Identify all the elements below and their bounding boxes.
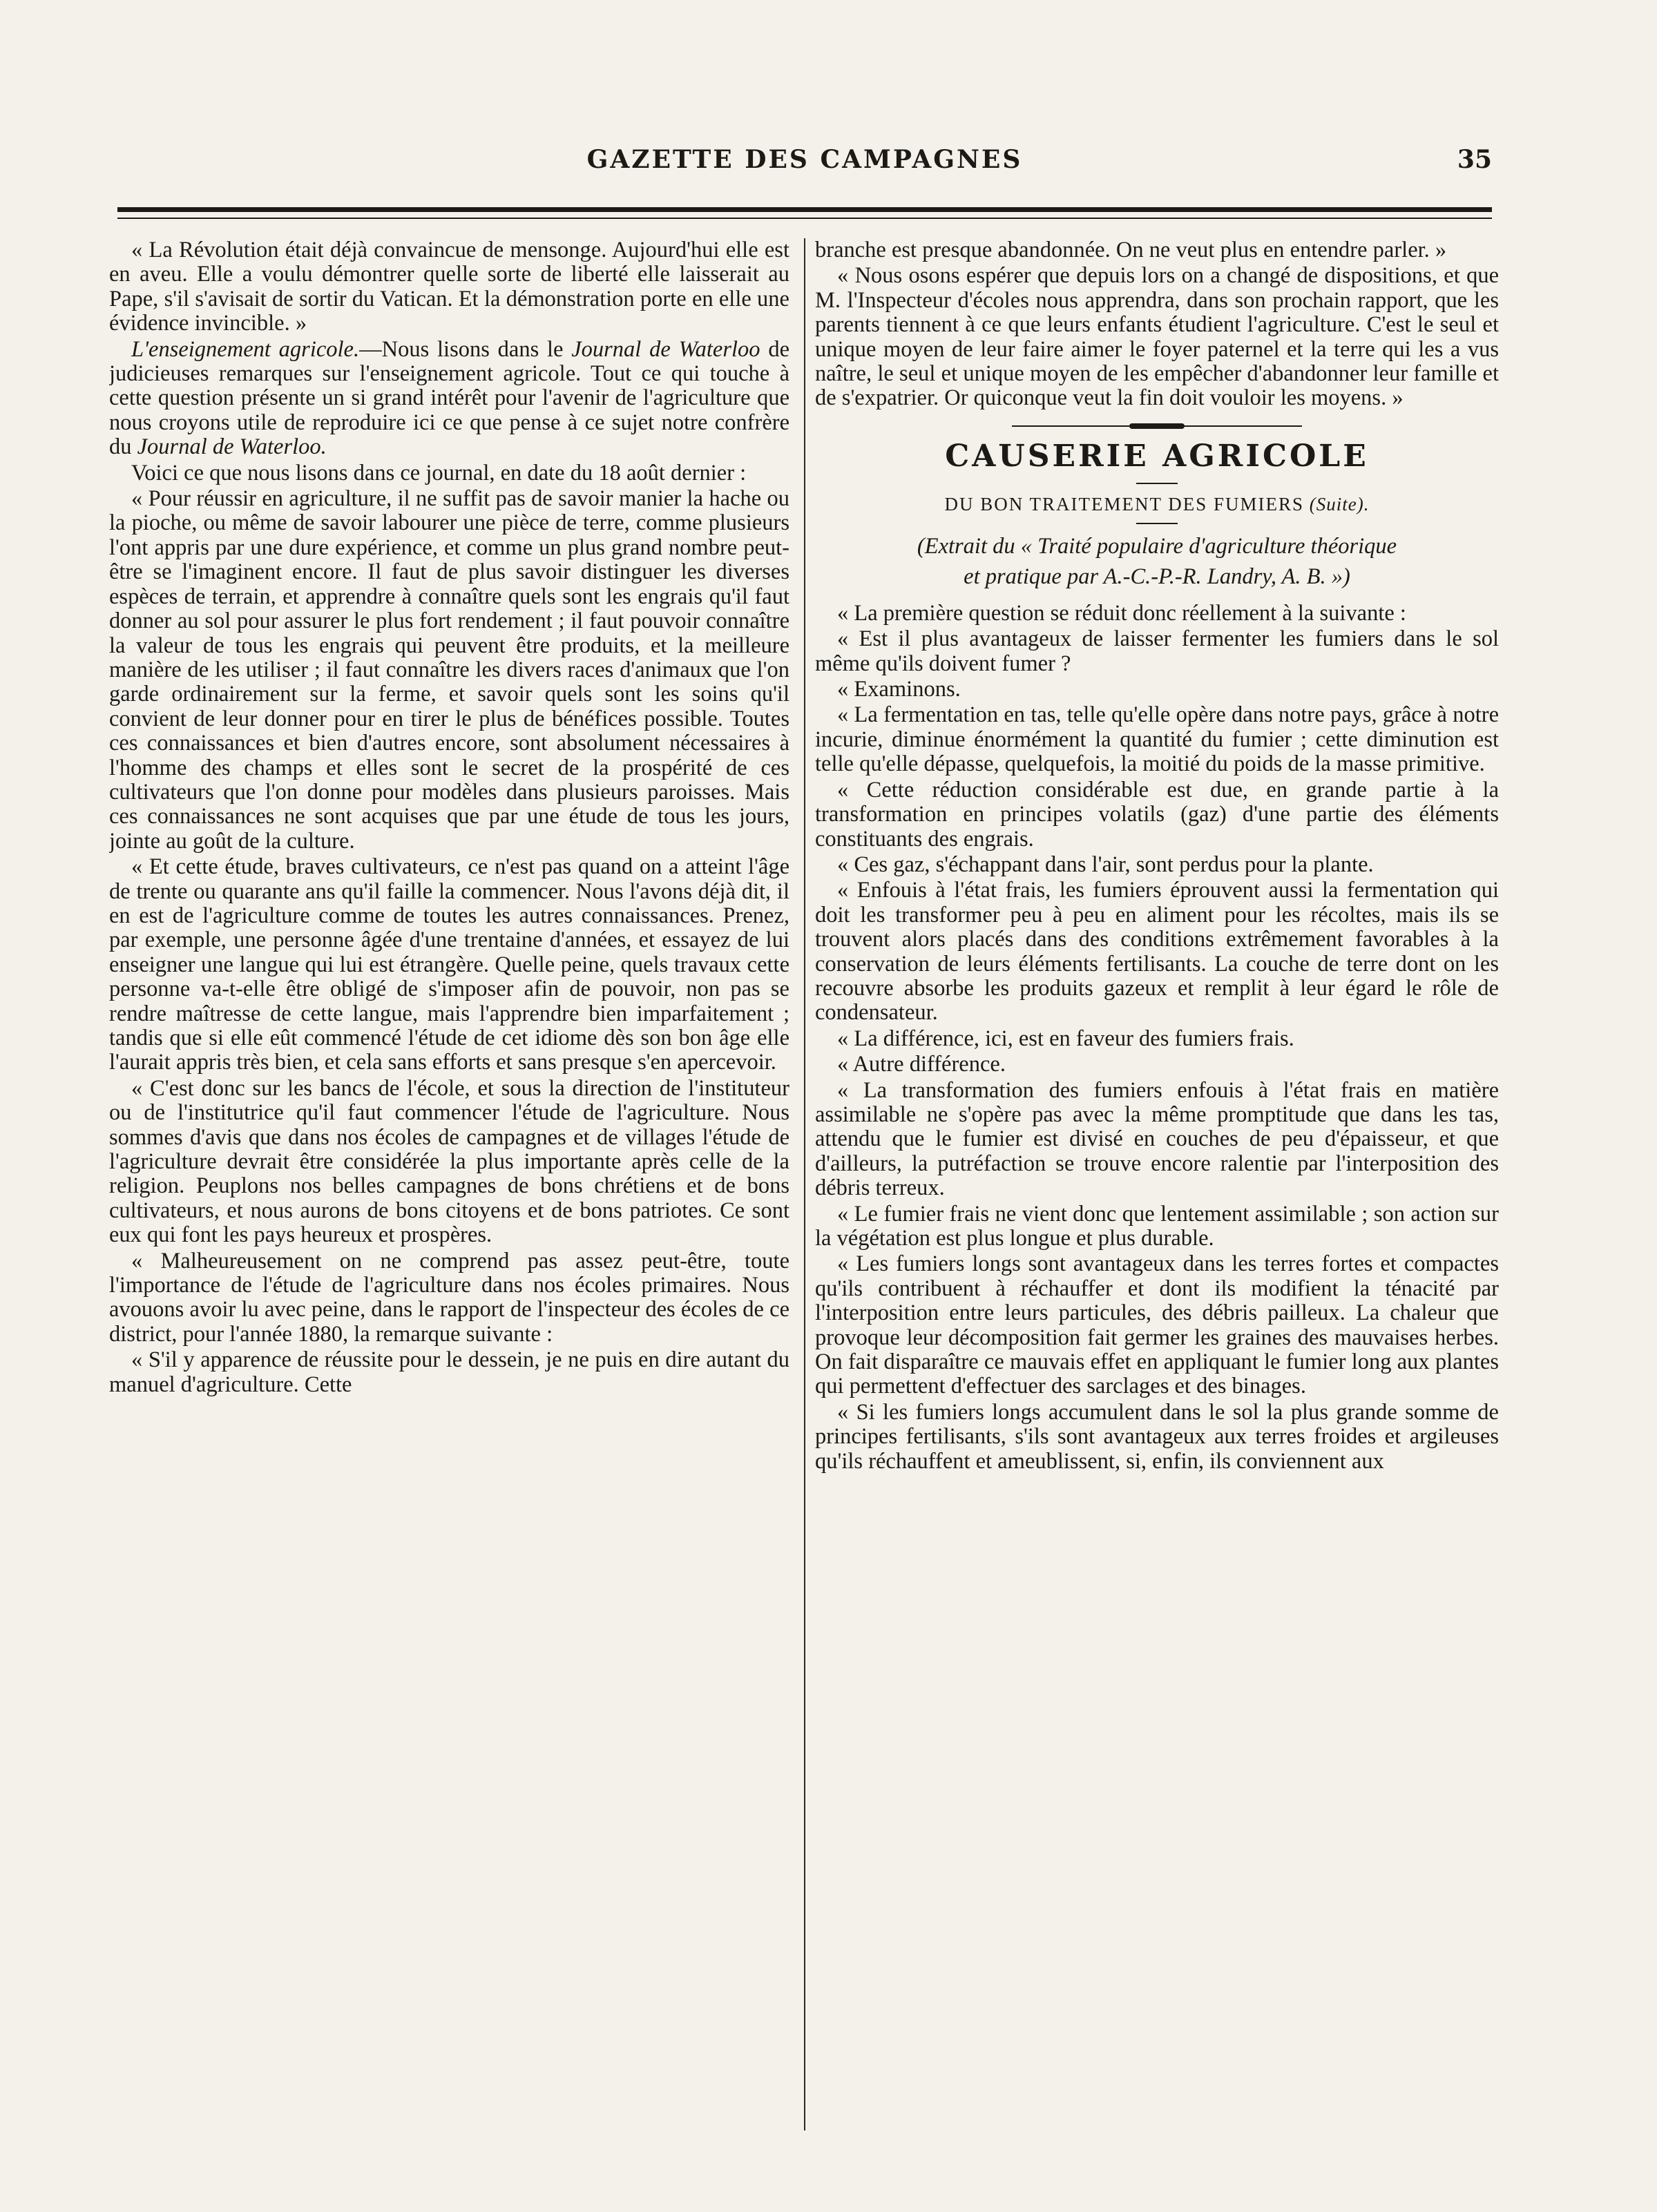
paragraph: « Est il plus avantageux de laisser fermenter les fumiers dans le sol même qu'ils doivent fumer ?	[815, 626, 1499, 676]
subtitle-suite: (Suite).	[1309, 493, 1370, 514]
section-title: CAUSERIE AGRICOLE	[945, 438, 1369, 474]
paragraph: « Nous osons espérer que depuis lors on a changé de dispositions, et que M. l'Inspecteur d'écoles nous apprendra, dans son prochain rapport, que les parents tiennent à ce que leurs enfants étudient l'agriculture. C'est le seul et unique moyen de leur faire aimer le foyer paternel et la terre qui les a vus naître, le seul et unique moyen de les empêcher d'abandonner leur famille et de s'expatrier. Or quiconque veut la fin doit vouloir les moyens. »	[815, 263, 1499, 411]
section-subtitle	[815, 491, 1499, 517]
paragraph: « Le fumier frais ne vient donc que lentement assimilable ; son action sur la végétation est plus longue et plus durable.	[815, 1201, 1499, 1251]
paragraph: « Autre différence.	[837, 1052, 1006, 1077]
paragraph: branche est presque abandonnée. On ne veut plus en entendre parler. »	[815, 238, 1447, 262]
journal-name: Journal de Waterloo	[571, 336, 760, 362]
subtitle-text: DU BON TRAITEMENT DES FUMIERS	[944, 493, 1305, 514]
journal-name: Journal de Waterloo.	[137, 434, 327, 460]
paragraph: « La fermentation en tas, telle qu'elle opère dans notre pays, grâce à notre incurie, diminue énormément la quantité du fumier ; cette diminution est telle qu'elle dépasse, quelquefois, la moitié du poids de la masse primitive.	[815, 702, 1499, 777]
paragraph: « Enfouis à l'état frais, les fumiers éprouvent aussi la fermentation qui doit les transformer peu à peu en aliment pour les récoltes, mais ils se trouvent alors placés dans des conditions extrêmement favorables à la conservation de leurs éléments fertilisants. La couche de terre dont on les recouvre absorbe les produits gazeux et remplit à leur égard le rôle de condensateur.	[815, 878, 1499, 1026]
text-run: de judicieuses remarques sur l'enseignement agricole. Tout ce qui touche à cette question présente un si grand intérêt pour l'avenir de l'agriculture que nous croyons utile de reproduire ici ce que pense à ce sujet notre confrère du	[109, 336, 789, 460]
extract-attribution	[815, 531, 1499, 592]
paragraph: « Si les fumiers longs accumulent dans le sol la plus grande somme de principes fertilisants, s'ils sont avantageux aux terres froides et argileuses qu'ils réchauffent et ameublissent, si, enfin, ils conviennent aux	[815, 1399, 1499, 1474]
header-rule-thick	[117, 207, 1492, 212]
paragraph-enseignement	[109, 338, 789, 460]
paragraph: « La Révolution était déjà convaincue de mensonge. Aujourd'hui elle est en aveu. Elle a voulu démontrer quelle sorte de liberté elle laisserait au Pape, s'il s'avisait de sortir du Vatican. Et la démonstration porte en elle une évidence invincible. »	[109, 238, 789, 336]
page-header	[117, 145, 1492, 186]
paragraph: « Pour réussir en agriculture, il ne suffit pas de savoir manier la hache ou la pioche, ou même de savoir labourer une pièce de terre, comme plusieurs l'ont appris par une dure expérience, et comme un plus grand nombre peut-être se l'imaginent encore. Il faut de plus savoir distinguer les diverses espèces de terrain, et apprendre à connaître quels sont les engrais qu'il faut donner au sol pour assurer le plus fort rendement ; il faut pouvoir connaître la valeur de tous les engrais qui peuvent être produits, et la meilleure manière de les utiliser ; il faut connaître les divers races d'animaux que l'on garde ordinairement sur la ferme, et savoir quels sont les soins qu'il convient de leur donner pour en tirer le plus de bénéfices possible. Toutes ces connaissances et bien d'autres encore, sont absolument nécessaires à l'homme des champs et elles sont le secret de la prospérité de ces cultivateurs que l'on donne pour modèles dans plusieurs paroisses. Mais ces connaissances ne sont acquises que par une étude de tous les jours, jointe au goût de la culture.	[109, 486, 789, 854]
left-column	[109, 238, 789, 2158]
paragraph: Voici ce que nous lisons dans ce journal, en date du 18 août dernier :	[131, 460, 747, 485]
page-number: 35	[1457, 145, 1492, 174]
short-rule	[1136, 523, 1178, 524]
paragraph: « Malheureusement on ne comprend pas assez peut-être, toute l'importance de l'étude de l'agriculture dans nos écoles primaires. Nous avouons avoir lu avec peine, dans le rapport de l'inspecteur des écoles de ce district, pour l'année 1880, la remarque suivante :	[109, 1248, 789, 1347]
text-run: —Nous lisons dans le	[359, 336, 572, 362]
extract-line: et pratique par A.-C.-P.-R. Landry, A. B. »)	[964, 564, 1350, 589]
right-column	[815, 238, 1499, 2158]
paragraph: « La différence, ici, est en faveur des fumiers frais.	[837, 1026, 1294, 1051]
running-title: GAZETTE DES CAMPAGNES	[586, 145, 1023, 174]
short-rule	[1136, 483, 1178, 484]
section-ornament	[1012, 423, 1302, 429]
extract-line: (Extrait du « Traité populaire d'agriculture théorique	[917, 533, 1397, 559]
paragraph: « C'est donc sur les bancs de l'école, et sous la direction de l'instituteur ou de l'institutrice qu'il faut commencer l'étude de l'agriculture. Nous sommes d'avis que dans nos écoles de campagnes et de villages l'étude de l'agriculture devrait être considérée la plus importante après celle de la religion. Peuplons nos belles campagnes de bons chrétiens et de bons cultivateurs, et nous aurons de bons citoyens et de bons patriotes. Ce sont eux qui font les pays heureux et prospères.	[109, 1075, 789, 1248]
paragraph: « Et cette étude, braves cultivateurs, ce n'est pas quand on a atteint l'âge de trente ou quarante ans qu'il faille la commencer. Nous l'avons déjà dit, il en est de l'agriculture comme de toutes les autres connaissances. Prenez, par exemple, une personne âgée d'une trentaine d'années, et essayez de lui enseigner une langue qui lui est étrangère. Quelle peine, quels travaux cette personne va-t-elle être obligé de s'imposer afin de pouvoir, non pas se rendre maîtresse de cette langue, mais l'apprendre bien imparfaitement ; tandis que si elle eût commencé l'étude de cet idiome dès son bon âge elle l'aurait appris très bien, et cela sans efforts et sans presque s'en apercevoir.	[109, 854, 789, 1075]
paragraph: « La transformation des fumiers enfouis à l'état frais en matière assimilable ne s'opère pas avec la même promptitude que dans les tas, attendu que le fumier est divisé en couches de peu d'épaisseur, et que d'ailleurs, la putréfaction se trouve encore ralentie par l'interposition des débris terreux.	[815, 1077, 1499, 1201]
paragraph: « S'il y apparence de réussite pour le dessein, je ne puis en dire autant du manuel d'agriculture. Cette	[109, 1347, 789, 1397]
section-lead-title: L'enseignement agricole.	[131, 336, 360, 362]
paragraph: « La première question se réduit donc réellement à la suivante :	[837, 600, 1406, 626]
paragraph: « Examinons.	[837, 677, 961, 702]
column-divider	[804, 238, 805, 2131]
paragraph: « Cette réduction considérable est due, en grande partie à la transformation en principes volatils (gaz) d'une partie des éléments constituants des engrais.	[815, 777, 1499, 852]
paragraph: « Les fumiers longs sont avantageux dans les terres fortes et compactes qu'ils contribuent à réchauffer et dont ils modifient la ténacité par l'interposition entre leurs particules, des débris pailleux. La chaleur que provoque leur décomposition fait germer les graines des mauvaises herbes. On fait disparaître ce mauvais effet en appliquant le fumier long aux plantes qui permettent d'effectuer des sarclages et des binages.	[815, 1251, 1499, 1399]
header-rule-thin	[117, 218, 1492, 219]
paragraph: « Ces gaz, s'échappant dans l'air, sont perdus pour la plante.	[837, 852, 1374, 877]
